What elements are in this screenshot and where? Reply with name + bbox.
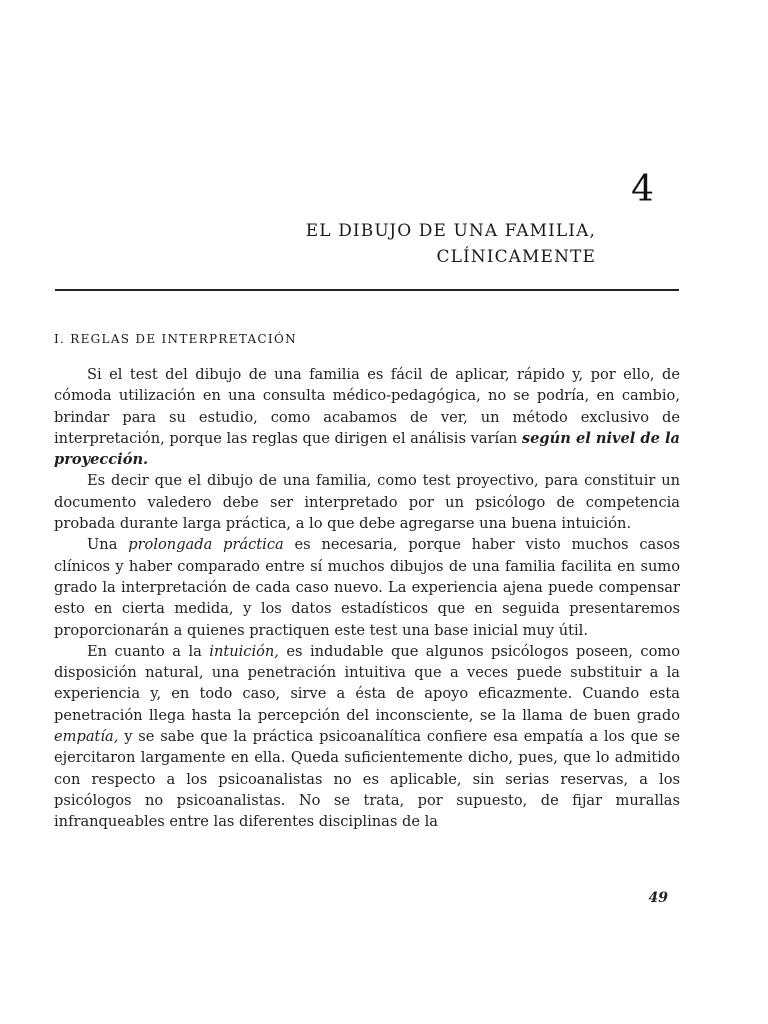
paragraph-1: [54, 364, 680, 470]
body-text: [54, 364, 680, 833]
paragraph-4-text-after: y se sabe que la práctica psicoanalítica confiere esa empatía a los que se ejercitaron largamente en ella. Queda suficientemente dicho, pues, que lo admitido con respecto a los psicoanalistas no es aplicable, sin serias reservas, a los psicólogos no psicoanalistas. No se trata, por supuesto, de fijar murallas infranqueables entre las diferentes disciplinas de la: [54, 728, 680, 831]
paragraph-1-emphasis: según el nivel de la proyección.: [54, 429, 681, 469]
chapter-title-line-2: CLÍNICAMENTE: [436, 247, 596, 267]
paragraph-4-text-before: En cuanto a la: [87, 642, 210, 660]
paragraph-3: [54, 534, 680, 640]
paragraph-4-emphasis-2: empatía,: [54, 728, 119, 746]
chapter-number: 4: [631, 169, 654, 210]
chapter-title-line-1: EL DIBUJO DE UNA FAMILIA,: [305, 221, 596, 241]
paragraph-3-text-before: Una: [87, 536, 129, 554]
paragraph-4: [54, 641, 680, 833]
paragraph-4-text-middle: es indudable que algunos psicólogos poseen, como disposición natural, una penetración intuitiva que a veces puede substituir a la experiencia y, en todo caso, sirve a ésta de apoyo eficazmente. Cuando esta penetración llega hasta la percepción del inconsciente, se la llama de buen grado: [54, 642, 680, 724]
paragraph-2: Es decir que el dibujo de una familia, como test proyectivo, para constituir un documento valedero debe ser interpretado por un psicólogo de competencia probada durante larga práctica, a lo que debe agregarse una buena intuición.: [54, 472, 680, 533]
section-heading: I. REGLAS DE INTERPRETACIÓN: [54, 332, 297, 346]
paragraph-4-emphasis-1: intuición,: [209, 642, 279, 660]
chapter-title: [200, 218, 596, 270]
page-number: 49: [648, 890, 668, 906]
paragraph-1-text: Si el test del dibujo de una familia es fácil de aplicar, rápido y, por ello, de cómoda utilización en una consulta médico-pedagógica, no se podría, en cambio, brindar para su estudio, como acabamos de ver, un método exclusivo de interpretación, porque las reglas que dirigen el análisis varían: [54, 366, 680, 447]
title-divider: [55, 289, 679, 291]
paragraph-3-emphasis: prolongada práctica: [128, 536, 284, 554]
paragraph-3-text-after: es necesaria, porque haber visto muchos casos clínicos y haber comparado entre sí muchos dibujos de una familia facilita en sumo grado la interpretación de cada caso nuevo. La experiencia ajena puede compensar esto en cierta medida, y los datos estadísticos que en seguida presentaremos proporcionarán a quienes practiquen este test una base inicial muy útil.: [54, 536, 680, 639]
